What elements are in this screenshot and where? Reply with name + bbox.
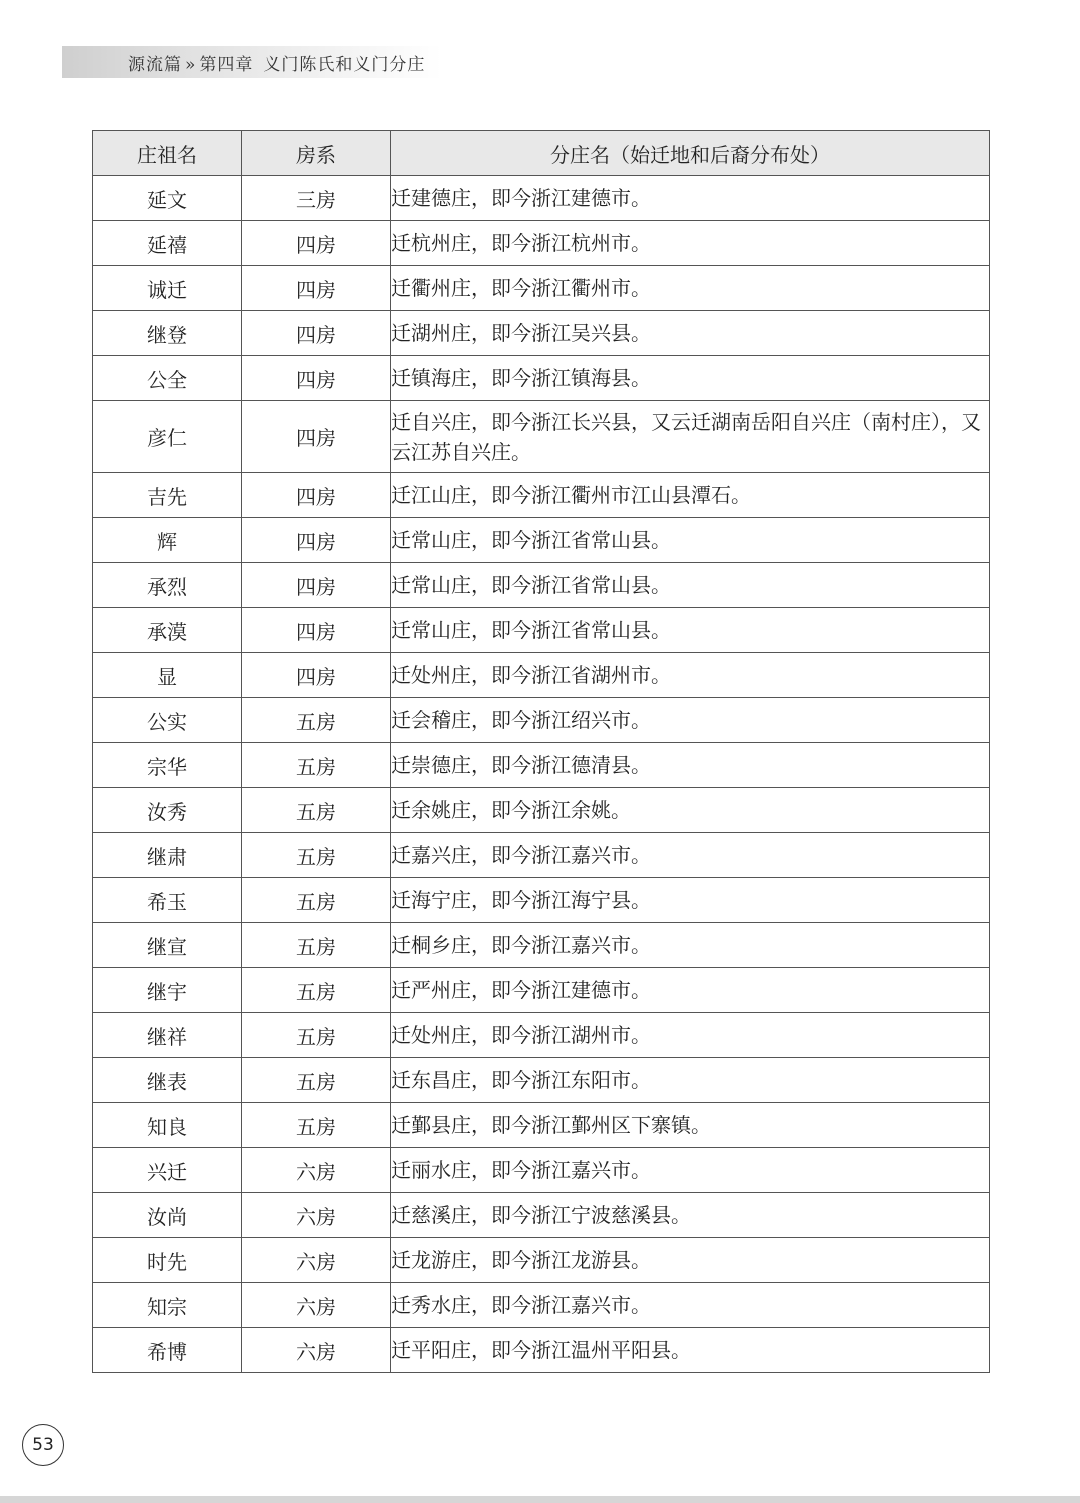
- table-row: [93, 923, 990, 968]
- cell-branch-estate: 迁秀水庄，即今浙江嘉兴市。: [391, 1283, 990, 1328]
- cell-branch-estate: 迁嘉兴庄，即今浙江嘉兴市。: [391, 833, 990, 878]
- chapter-title: 义门陈氏和义门分庄: [263, 54, 426, 75]
- cell-branch-estate: 迁建德庄，即今浙江建德市。: [391, 176, 990, 221]
- cell-ancestor-name: 继表: [93, 1058, 242, 1103]
- table-row: [93, 968, 990, 1013]
- cell-ancestor-name: 辉: [93, 518, 242, 563]
- cell-house: 五房: [242, 1103, 391, 1148]
- table-row: [93, 311, 990, 356]
- table-row: [93, 788, 990, 833]
- cell-house: 五房: [242, 743, 391, 788]
- cell-ancestor-name: 继宣: [93, 923, 242, 968]
- table-row: [93, 608, 990, 653]
- cell-ancestor-name: 公实: [93, 698, 242, 743]
- cell-ancestor-name: 汝尚: [93, 1193, 242, 1238]
- table-row: [93, 1328, 990, 1373]
- cell-branch-estate: 迁丽水庄，即今浙江嘉兴市。: [391, 1148, 990, 1193]
- table-row: [93, 653, 990, 698]
- table-row: [93, 176, 990, 221]
- cell-house: 五房: [242, 968, 391, 1013]
- cell-branch-estate: 迁余姚庄，即今浙江余姚。: [391, 788, 990, 833]
- cell-house: 四房: [242, 608, 391, 653]
- cell-branch-estate: 迁会稽庄，即今浙江绍兴市。: [391, 698, 990, 743]
- table-row: [93, 878, 990, 923]
- cell-branch-estate: 迁杭州庄，即今浙江杭州市。: [391, 221, 990, 266]
- column-header-house: 房系: [242, 131, 391, 176]
- cell-ancestor-name: 公全: [93, 356, 242, 401]
- cell-ancestor-name: 希博: [93, 1328, 242, 1373]
- column-header-branch: 分庄名（始迁地和后裔分布处）: [391, 131, 990, 176]
- table-row: [93, 266, 990, 311]
- cell-ancestor-name: 知良: [93, 1103, 242, 1148]
- cell-branch-estate: 迁衢州庄，即今浙江衢州市。: [391, 266, 990, 311]
- cell-branch-estate: 迁崇德庄，即今浙江德清县。: [391, 743, 990, 788]
- table-row: [93, 1238, 990, 1283]
- cell-house: 五房: [242, 1013, 391, 1058]
- cell-branch-estate: 迁龙游庄，即今浙江龙游县。: [391, 1238, 990, 1283]
- cell-ancestor-name: 继祥: [93, 1013, 242, 1058]
- cell-house: 五房: [242, 698, 391, 743]
- cell-ancestor-name: 时先: [93, 1238, 242, 1283]
- table-row: [93, 356, 990, 401]
- section-title: 源流篇: [128, 54, 182, 75]
- cell-house: 四房: [242, 401, 391, 473]
- cell-branch-estate: 迁自兴庄，即今浙江长兴县，又云迁湖南岳阳自兴庄（南村庄），又云江苏自兴庄。: [391, 401, 990, 473]
- cell-ancestor-name: 兴迁: [93, 1148, 242, 1193]
- cell-ancestor-name: 希玉: [93, 878, 242, 923]
- cell-branch-estate: 迁海宁庄，即今浙江海宁县。: [391, 878, 990, 923]
- cell-branch-estate: 迁湖州庄，即今浙江吴兴县。: [391, 311, 990, 356]
- table-body: [93, 176, 990, 1373]
- cell-house: 四房: [242, 563, 391, 608]
- cell-branch-estate: 迁东昌庄，即今浙江东阳市。: [391, 1058, 990, 1103]
- running-header-text: [62, 50, 425, 75]
- cell-ancestor-name: 继登: [93, 311, 242, 356]
- cell-branch-estate: 迁处州庄，即今浙江省湖州市。: [391, 653, 990, 698]
- cell-branch-estate: 迁桐乡庄，即今浙江嘉兴市。: [391, 923, 990, 968]
- table-row: [93, 1103, 990, 1148]
- cell-house: 四房: [242, 266, 391, 311]
- cell-branch-estate: 迁处州庄，即今浙江湖州市。: [391, 1013, 990, 1058]
- table-row: [93, 698, 990, 743]
- cell-ancestor-name: 知宗: [93, 1283, 242, 1328]
- cell-house: 四房: [242, 221, 391, 266]
- table-row: [93, 1148, 990, 1193]
- cell-house: 四房: [242, 311, 391, 356]
- cell-ancestor-name: 诚迁: [93, 266, 242, 311]
- table-row: [93, 518, 990, 563]
- cell-house: 六房: [242, 1238, 391, 1283]
- cell-ancestor-name: 承烈: [93, 563, 242, 608]
- cell-house: 五房: [242, 833, 391, 878]
- cell-branch-estate: 迁常山庄，即今浙江省常山县。: [391, 608, 990, 653]
- scan-edge-strip: [0, 1496, 1080, 1503]
- chapter-number: 第四章: [199, 54, 254, 75]
- cell-branch-estate: 迁镇海庄，即今浙江镇海县。: [391, 356, 990, 401]
- cell-ancestor-name: 宗华: [93, 743, 242, 788]
- table-row: [93, 1283, 990, 1328]
- table-row: [93, 221, 990, 266]
- cell-ancestor-name: 继宇: [93, 968, 242, 1013]
- table-row: [93, 563, 990, 608]
- cell-house: 六房: [242, 1328, 391, 1373]
- branch-estate-table: [92, 130, 990, 1373]
- cell-branch-estate: 迁平阳庄，即今浙江温州平阳县。: [391, 1328, 990, 1373]
- cell-ancestor-name: 显: [93, 653, 242, 698]
- table-row: [93, 473, 990, 518]
- page-number: 53: [22, 1424, 64, 1466]
- cell-house: 四房: [242, 473, 391, 518]
- cell-house: 六房: [242, 1283, 391, 1328]
- table-row: [93, 1013, 990, 1058]
- cell-house: 五房: [242, 788, 391, 833]
- header-separator: »: [185, 54, 197, 75]
- cell-branch-estate: 迁鄞县庄，即今浙江鄞州区下寨镇。: [391, 1103, 990, 1148]
- column-header-ancestor: 庄祖名: [93, 131, 242, 176]
- table-row: [93, 833, 990, 878]
- cell-ancestor-name: 彦仁: [93, 401, 242, 473]
- cell-house: 四房: [242, 518, 391, 563]
- cell-branch-estate: 迁严州庄，即今浙江建德市。: [391, 968, 990, 1013]
- cell-house: 六房: [242, 1193, 391, 1238]
- cell-house: 五房: [242, 1058, 391, 1103]
- cell-branch-estate: 迁江山庄，即今浙江衢州市江山县潭石。: [391, 473, 990, 518]
- cell-house: 五房: [242, 878, 391, 923]
- cell-ancestor-name: 延文: [93, 176, 242, 221]
- cell-ancestor-name: 继肃: [93, 833, 242, 878]
- table-row: [93, 743, 990, 788]
- cell-branch-estate: 迁慈溪庄，即今浙江宁波慈溪县。: [391, 1193, 990, 1238]
- table-header-row: [93, 131, 990, 176]
- cell-branch-estate: 迁常山庄，即今浙江省常山县。: [391, 518, 990, 563]
- table-row: [93, 1193, 990, 1238]
- cell-ancestor-name: 延禧: [93, 221, 242, 266]
- cell-ancestor-name: 吉先: [93, 473, 242, 518]
- table-row: [93, 401, 990, 473]
- cell-house: 五房: [242, 923, 391, 968]
- cell-house: 六房: [242, 1148, 391, 1193]
- cell-house: 四房: [242, 356, 391, 401]
- cell-ancestor-name: 汝秀: [93, 788, 242, 833]
- cell-ancestor-name: 承漠: [93, 608, 242, 653]
- cell-house: 四房: [242, 653, 391, 698]
- running-header: [62, 46, 442, 78]
- cell-branch-estate: 迁常山庄，即今浙江省常山县。: [391, 563, 990, 608]
- cell-house: 三房: [242, 176, 391, 221]
- table-row: [93, 1058, 990, 1103]
